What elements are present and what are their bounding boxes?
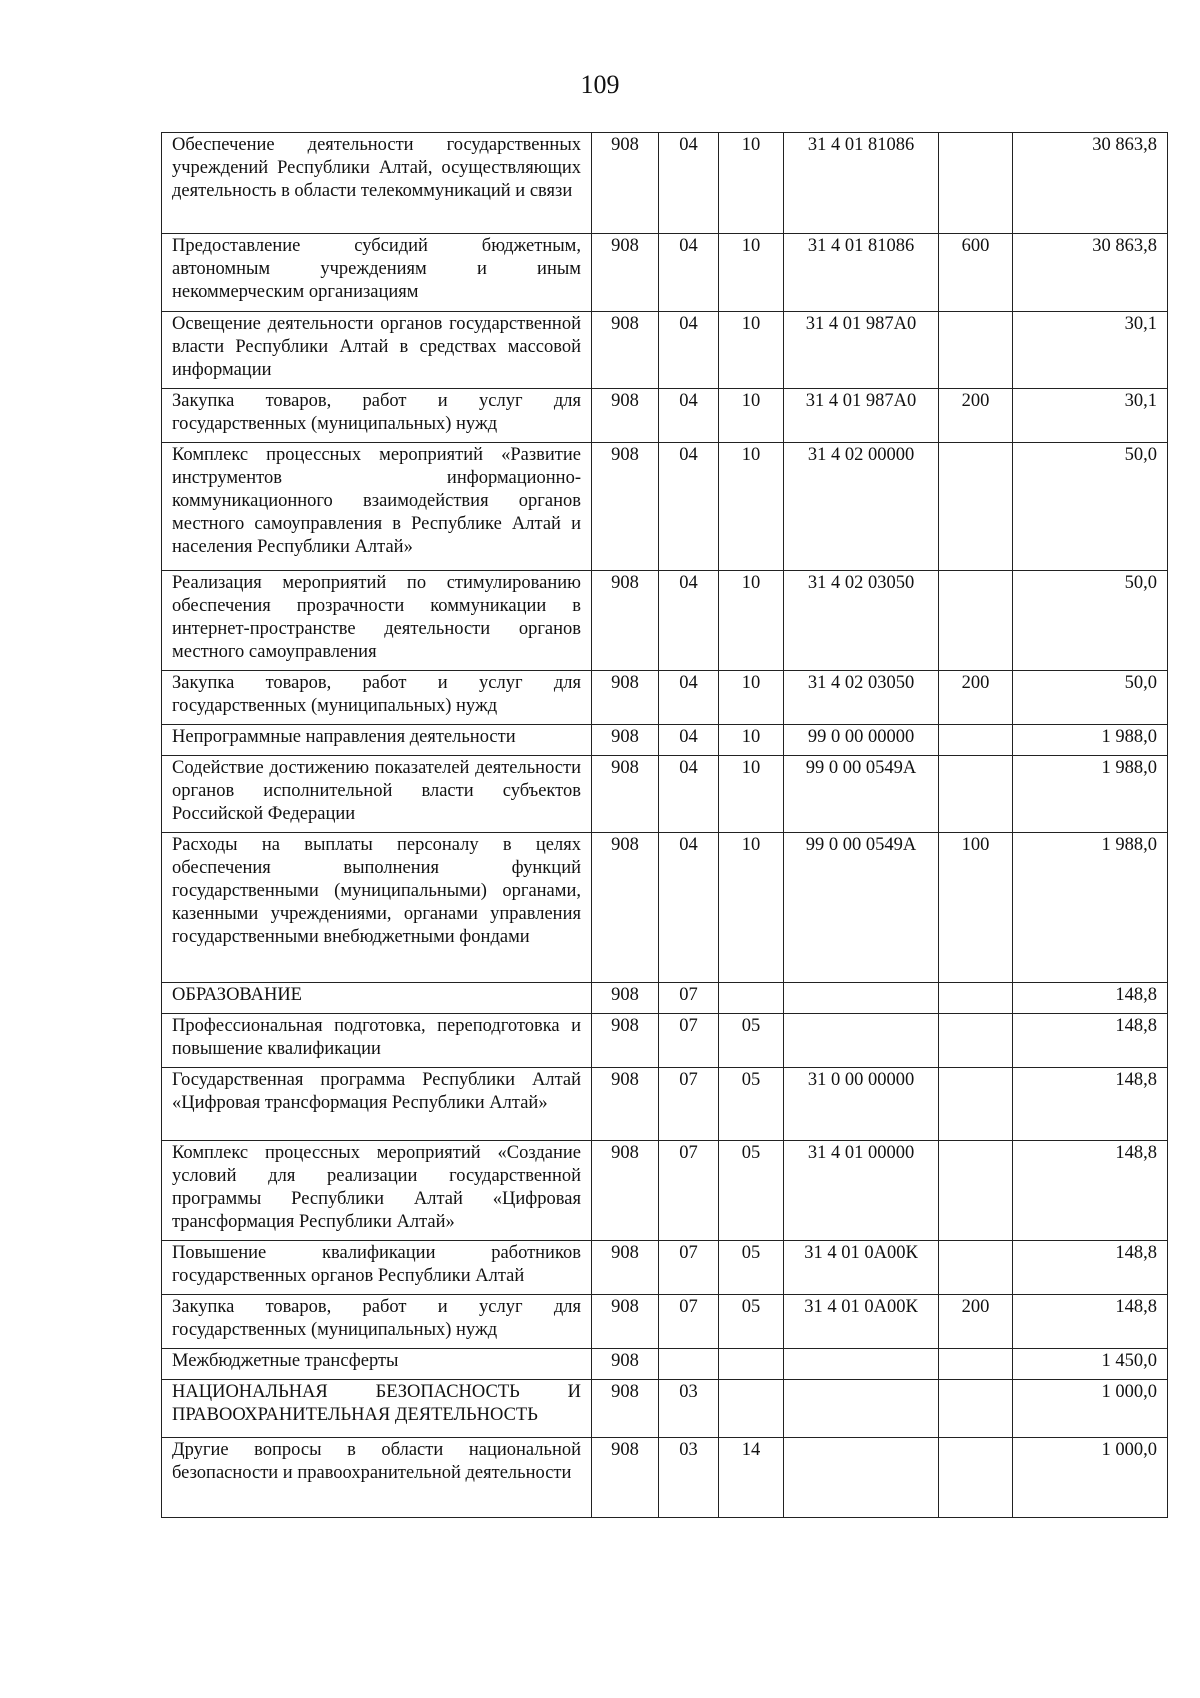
amount-cell: 1 000,0 [1013, 1380, 1168, 1438]
subsection-code-cell: 10 [719, 389, 784, 443]
target-article-cell: 31 4 01 81086 [784, 133, 939, 234]
table-row [162, 133, 1168, 234]
subsection-code-cell: 10 [719, 234, 784, 312]
page-number: 109 [580, 70, 620, 99]
target-article-cell: 31 0 00 00000 [784, 1068, 939, 1141]
expense-type-cell [939, 571, 1013, 671]
table-row [162, 1068, 1168, 1141]
amount-cell: 148,8 [1013, 1141, 1168, 1241]
amount-cell: 1 988,0 [1013, 725, 1168, 756]
ministry-code-cell: 908 [592, 1349, 659, 1380]
section-code-cell: 04 [659, 443, 719, 571]
row-name-cell: Предоставление субсидий бюджетным, автономным учреждениям и иным некоммерческим организациям [162, 234, 592, 312]
expense-type-cell [939, 1438, 1013, 1518]
row-name-cell: Закупка товаров, работ и услуг для государственных (муниципальных) нужд [162, 671, 592, 725]
ministry-code-cell: 908 [592, 1295, 659, 1349]
subsection-code-cell: 05 [719, 1014, 784, 1068]
ministry-code-cell: 908 [592, 671, 659, 725]
subsection-code-cell: 10 [719, 443, 784, 571]
amount-cell: 1 450,0 [1013, 1349, 1168, 1380]
ministry-code-cell: 908 [592, 1068, 659, 1141]
ministry-code-cell: 908 [592, 443, 659, 571]
expense-type-cell [939, 443, 1013, 571]
amount-cell: 1 000,0 [1013, 1438, 1168, 1518]
row-name-cell: Закупка товаров, работ и услуг для государственных (муниципальных) нужд [162, 1295, 592, 1349]
ministry-code-cell: 908 [592, 725, 659, 756]
table-row [162, 1438, 1168, 1518]
section-code-cell: 07 [659, 1241, 719, 1295]
subsection-code-cell [719, 1380, 784, 1438]
target-article-cell [784, 1014, 939, 1068]
section-code-cell: 04 [659, 133, 719, 234]
target-article-cell: 31 4 01 0А00К [784, 1295, 939, 1349]
amount-cell: 50,0 [1013, 443, 1168, 571]
subsection-code-cell: 10 [719, 756, 784, 833]
amount-cell: 148,8 [1013, 1068, 1168, 1141]
table-row [162, 389, 1168, 443]
expense-type-cell: 200 [939, 389, 1013, 443]
ministry-code-cell: 908 [592, 1438, 659, 1518]
amount-cell: 30,1 [1013, 312, 1168, 389]
subsection-code-cell: 14 [719, 1438, 784, 1518]
row-name-cell: Реализация мероприятий по стимулированию обеспечения прозрачности коммуникации в интернет-пространстве деятельности органов местного самоуправления [162, 571, 592, 671]
target-article-cell: 31 4 02 03050 [784, 671, 939, 725]
target-article-cell [784, 1349, 939, 1380]
expense-type-cell: 200 [939, 1295, 1013, 1349]
expense-type-cell [939, 312, 1013, 389]
subsection-code-cell: 10 [719, 725, 784, 756]
ministry-code-cell: 908 [592, 312, 659, 389]
subsection-code-cell: 10 [719, 312, 784, 389]
ministry-code-cell: 908 [592, 1380, 659, 1438]
amount-cell: 148,8 [1013, 1014, 1168, 1068]
target-article-cell: 31 4 01 00000 [784, 1141, 939, 1241]
amount-cell: 50,0 [1013, 671, 1168, 725]
subsection-code-cell: 05 [719, 1068, 784, 1141]
amount-cell: 30 863,8 [1013, 133, 1168, 234]
row-name-cell: Обеспечение деятельности государственных учреждений Республики Алтай, осуществляющих деятельность в области телекоммуникаций и связи [162, 133, 592, 234]
section-code-cell: 04 [659, 234, 719, 312]
ministry-code-cell: 908 [592, 133, 659, 234]
expense-type-cell [939, 1349, 1013, 1380]
section-code-cell: 07 [659, 983, 719, 1014]
amount-cell: 30,1 [1013, 389, 1168, 443]
expense-type-cell: 600 [939, 234, 1013, 312]
row-name-cell: ОБРАЗОВАНИЕ [162, 983, 592, 1014]
row-name-cell: Межбюджетные трансферты [162, 1349, 592, 1380]
expense-type-cell: 100 [939, 833, 1013, 983]
amount-cell: 1 988,0 [1013, 833, 1168, 983]
ministry-code-cell: 908 [592, 1141, 659, 1241]
expense-type-cell [939, 1014, 1013, 1068]
section-code-cell: 03 [659, 1438, 719, 1518]
table-row [162, 312, 1168, 389]
subsection-code-cell [719, 1349, 784, 1380]
section-code-cell: 04 [659, 833, 719, 983]
table-body [162, 133, 1168, 1518]
expense-type-cell [939, 756, 1013, 833]
budget-table [161, 132, 1168, 1518]
expense-type-cell [939, 983, 1013, 1014]
subsection-code-cell: 10 [719, 133, 784, 234]
row-name-cell: Содействие достижению показателей деятельности органов исполнительной власти субъектов Российской Федерации [162, 756, 592, 833]
expense-type-cell: 200 [939, 671, 1013, 725]
subsection-code-cell: 10 [719, 671, 784, 725]
table-row [162, 833, 1168, 983]
section-code-cell: 07 [659, 1068, 719, 1141]
expense-type-cell [939, 725, 1013, 756]
target-article-cell: 31 4 01 987А0 [784, 389, 939, 443]
ministry-code-cell: 908 [592, 833, 659, 983]
target-article-cell: 31 4 01 987А0 [784, 312, 939, 389]
ministry-code-cell: 908 [592, 756, 659, 833]
section-code-cell: 04 [659, 756, 719, 833]
row-name-cell: Комплекс процессных мероприятий «Создание условий для реализации государственной программы Республики Алтай «Цифровая трансформация Республики Алтай» [162, 1141, 592, 1241]
subsection-code-cell [719, 983, 784, 1014]
expense-type-cell [939, 1141, 1013, 1241]
ministry-code-cell: 908 [592, 1241, 659, 1295]
ministry-code-cell: 908 [592, 234, 659, 312]
amount-cell: 148,8 [1013, 1295, 1168, 1349]
ministry-code-cell: 908 [592, 1014, 659, 1068]
table-row [162, 234, 1168, 312]
target-article-cell: 31 4 02 00000 [784, 443, 939, 571]
row-name-cell: Закупка товаров, работ и услуг для государственных (муниципальных) нужд [162, 389, 592, 443]
table-row [162, 671, 1168, 725]
row-name-cell: Профессиональная подготовка, переподготовка и повышение квалификации [162, 1014, 592, 1068]
section-code-cell: 07 [659, 1295, 719, 1349]
table-row [162, 1380, 1168, 1438]
target-article-cell: 31 4 02 03050 [784, 571, 939, 671]
target-article-cell: 99 0 00 0549А [784, 833, 939, 983]
table-row [162, 1014, 1168, 1068]
ministry-code-cell: 908 [592, 571, 659, 671]
section-code-cell: 04 [659, 312, 719, 389]
target-article-cell [784, 1380, 939, 1438]
target-article-cell: 99 0 00 0549А [784, 756, 939, 833]
target-article-cell: 31 4 01 81086 [784, 234, 939, 312]
ministry-code-cell: 908 [592, 389, 659, 443]
expense-type-cell [939, 133, 1013, 234]
table-row [162, 725, 1168, 756]
section-code-cell: 04 [659, 671, 719, 725]
row-name-cell: Повышение квалификации работников государственных органов Республики Алтай [162, 1241, 592, 1295]
subsection-code-cell: 05 [719, 1295, 784, 1349]
row-name-cell: Непрограммные направления деятельности [162, 725, 592, 756]
table-row [162, 1141, 1168, 1241]
amount-cell: 148,8 [1013, 983, 1168, 1014]
section-code-cell: 04 [659, 389, 719, 443]
table-row [162, 1349, 1168, 1380]
row-name-cell: Другие вопросы в области национальной безопасности и правоохранительной деятельности [162, 1438, 592, 1518]
subsection-code-cell: 05 [719, 1241, 784, 1295]
subsection-code-cell: 05 [719, 1141, 784, 1241]
amount-cell: 148,8 [1013, 1241, 1168, 1295]
subsection-code-cell: 10 [719, 833, 784, 983]
row-name-cell: НАЦИОНАЛЬНАЯ БЕЗОПАСНОСТЬ И ПРАВООХРАНИТЕЛЬНАЯ ДЕЯТЕЛЬНОСТЬ [162, 1380, 592, 1438]
table-row [162, 571, 1168, 671]
table-row [162, 1241, 1168, 1295]
section-code-cell: 04 [659, 725, 719, 756]
section-code-cell [659, 1349, 719, 1380]
target-article-cell: 31 4 01 0А00К [784, 1241, 939, 1295]
target-article-cell: 99 0 00 00000 [784, 725, 939, 756]
amount-cell: 1 988,0 [1013, 756, 1168, 833]
row-name-cell: Государственная программа Республики Алтай «Цифровая трансформация Республики Алтай» [162, 1068, 592, 1141]
target-article-cell [784, 1438, 939, 1518]
expense-type-cell [939, 1068, 1013, 1141]
amount-cell: 30 863,8 [1013, 234, 1168, 312]
table-row [162, 983, 1168, 1014]
expense-type-cell [939, 1241, 1013, 1295]
row-name-cell: Освещение деятельности органов государственной власти Республики Алтай в средствах массовой информации [162, 312, 592, 389]
target-article-cell [784, 983, 939, 1014]
expense-type-cell [939, 1380, 1013, 1438]
row-name-cell: Расходы на выплаты персоналу в целях обеспечения выполнения функций государственными (муниципальными) органами, казенными учреждениями, органами управления государственными внебюджетными фондами [162, 833, 592, 983]
section-code-cell: 07 [659, 1014, 719, 1068]
section-code-cell: 03 [659, 1380, 719, 1438]
table-row [162, 443, 1168, 571]
ministry-code-cell: 908 [592, 983, 659, 1014]
table-row [162, 1295, 1168, 1349]
subsection-code-cell: 10 [719, 571, 784, 671]
section-code-cell: 04 [659, 571, 719, 671]
table-row [162, 756, 1168, 833]
row-name-cell: Комплекс процессных мероприятий «Развитие инструментов информационно-коммуникационного взаимодействия органов местного самоуправления в Республике Алтай и населения Республики Алтай» [162, 443, 592, 571]
amount-cell: 50,0 [1013, 571, 1168, 671]
section-code-cell: 07 [659, 1141, 719, 1241]
